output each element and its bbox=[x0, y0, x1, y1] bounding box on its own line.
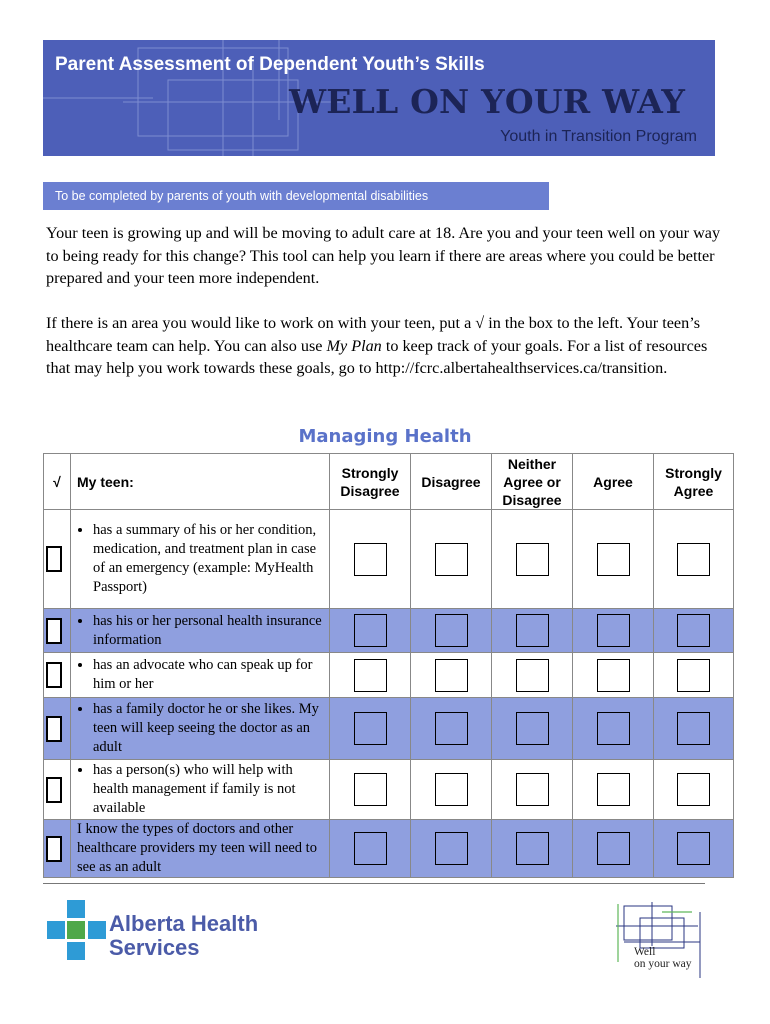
strongly-disagree-checkbox[interactable] bbox=[354, 832, 387, 865]
alberta-health-services-logo bbox=[47, 900, 259, 967]
instruction-banner: To be completed by parents of youth with developmental disabilities bbox=[43, 182, 549, 210]
instructions-text-b: to keep track of your goals. For a list of resources that may help you work towards these goals, go to http://fcrc.albertahealthservices.ca/transition. bbox=[46, 336, 708, 377]
my-teen-header: My teen: bbox=[71, 454, 330, 510]
row-text: • has a summary of his or her condition, medication, and treatment plan in case of an emergency (example: MyHealth Passport) bbox=[93, 521, 329, 597]
strongly-agree-checkbox[interactable] bbox=[677, 712, 710, 745]
well-on-your-way-logo bbox=[612, 902, 704, 980]
strongly-agree-checkbox[interactable] bbox=[677, 773, 710, 806]
ahs-line-2: Services bbox=[109, 935, 200, 960]
strongly-disagree-checkbox[interactable] bbox=[354, 712, 387, 745]
wow-line-1: Well bbox=[634, 946, 656, 958]
instructions-paragraph bbox=[46, 312, 726, 380]
neither-checkbox[interactable] bbox=[516, 773, 549, 806]
agree-checkbox[interactable] bbox=[597, 832, 630, 865]
goal-checkbox[interactable] bbox=[46, 777, 62, 803]
neither-checkbox[interactable] bbox=[516, 832, 549, 865]
strongly-agree-header: Strongly Agree bbox=[654, 454, 734, 510]
table-row bbox=[44, 609, 734, 653]
ahs-line-1: Alberta Health bbox=[109, 911, 259, 936]
neither-checkbox[interactable] bbox=[516, 659, 549, 692]
disagree-checkbox[interactable] bbox=[435, 832, 468, 865]
goal-checkbox[interactable] bbox=[46, 662, 62, 688]
instructions-text-a: If there is an area you would like to work on with your teen, put a √ in the box to the left. Your teen’s healthcare team can help. You can also use bbox=[46, 314, 700, 355]
banner-title: WELL ON YOUR WAY bbox=[289, 82, 686, 121]
row-text: • has a family doctor he or she likes. My teen will keep seeing the doctor as an adult bbox=[93, 700, 329, 757]
ahs-cross-icon bbox=[47, 900, 107, 962]
neither-checkbox[interactable] bbox=[516, 712, 549, 745]
table-row bbox=[44, 698, 734, 760]
strongly-agree-checkbox[interactable] bbox=[677, 832, 710, 865]
row-text: • has his or her personal health insurance information bbox=[93, 612, 329, 650]
table-header-row bbox=[44, 454, 734, 510]
ahs-wordmark bbox=[109, 912, 258, 960]
row-text: • has a person(s) who will help with health management if family is not available bbox=[93, 761, 329, 818]
agree-checkbox[interactable] bbox=[597, 659, 630, 692]
strongly-agree-checkbox[interactable] bbox=[677, 614, 710, 647]
header-banner bbox=[43, 40, 715, 156]
strongly-disagree-header: Strongly Disagree bbox=[330, 454, 411, 510]
agree-checkbox[interactable] bbox=[597, 614, 630, 647]
goal-checkbox[interactable] bbox=[46, 836, 62, 862]
agree-checkbox[interactable] bbox=[597, 773, 630, 806]
banner-program: Youth in Transition Program bbox=[500, 128, 697, 145]
strongly-disagree-checkbox[interactable] bbox=[354, 543, 387, 576]
table-row bbox=[44, 820, 734, 878]
disagree-checkbox[interactable] bbox=[435, 659, 468, 692]
strongly-agree-checkbox[interactable] bbox=[677, 543, 710, 576]
table-row bbox=[44, 760, 734, 820]
strongly-disagree-checkbox[interactable] bbox=[354, 773, 387, 806]
intro-paragraph: Your teen is growing up and will be moving to adult care at 18. Are you and your teen well on your way to being ready for this change? This tool can help you learn if there are areas where you could be better prepared and your teen more independent. bbox=[46, 224, 721, 287]
neither-checkbox[interactable] bbox=[516, 614, 549, 647]
disagree-checkbox[interactable] bbox=[435, 543, 468, 576]
neither-checkbox[interactable] bbox=[516, 543, 549, 576]
assessment-table bbox=[43, 453, 734, 878]
wow-caption bbox=[634, 946, 692, 970]
banner-subtitle: Parent Assessment of Dependent Youth’s Skills bbox=[55, 54, 485, 75]
neither-header: Neither Agree or Disagree bbox=[492, 454, 573, 510]
row-text: • has an advocate who can speak up for him or her bbox=[93, 656, 329, 694]
checkmark-header: √ bbox=[44, 454, 71, 510]
disagree-header: Disagree bbox=[411, 454, 492, 510]
strongly-disagree-checkbox[interactable] bbox=[354, 659, 387, 692]
disagree-checkbox[interactable] bbox=[435, 614, 468, 647]
goal-checkbox[interactable] bbox=[46, 618, 62, 644]
agree-header: Agree bbox=[573, 454, 654, 510]
footer-divider bbox=[43, 883, 705, 884]
goal-checkbox[interactable] bbox=[46, 546, 62, 572]
strongly-agree-checkbox[interactable] bbox=[677, 659, 710, 692]
section-title: Managing Health bbox=[298, 426, 472, 447]
agree-checkbox[interactable] bbox=[597, 543, 630, 576]
row-text: I know the types of doctors and other healthcare providers my teen will need to see as an adult bbox=[71, 820, 330, 878]
agree-checkbox[interactable] bbox=[597, 712, 630, 745]
disagree-checkbox[interactable] bbox=[435, 712, 468, 745]
wow-line-2: on your way bbox=[634, 958, 692, 970]
table-row bbox=[44, 653, 734, 698]
strongly-disagree-checkbox[interactable] bbox=[354, 614, 387, 647]
goal-checkbox[interactable] bbox=[46, 716, 62, 742]
my-plan-reference: My Plan bbox=[326, 336, 382, 355]
table-row bbox=[44, 510, 734, 609]
disagree-checkbox[interactable] bbox=[435, 773, 468, 806]
